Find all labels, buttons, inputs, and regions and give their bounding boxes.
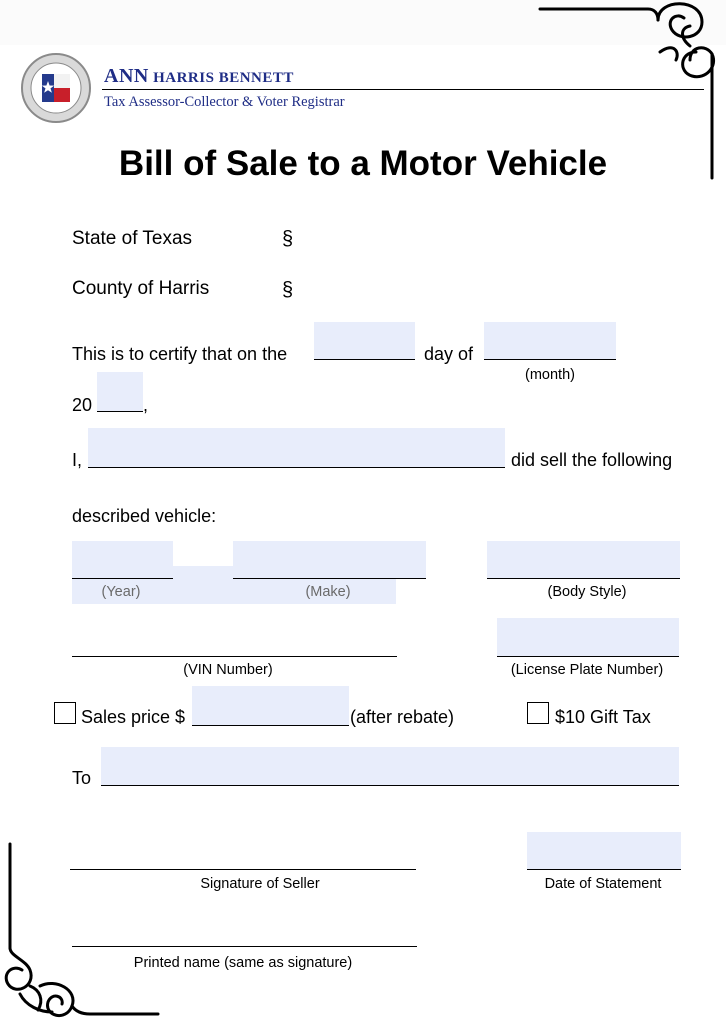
gift-tax-label: $10 Gift Tax xyxy=(555,707,651,727)
page-title: Bill of Sale to a Motor Vehicle xyxy=(118,144,608,183)
month-underline xyxy=(484,359,616,360)
after-rebate-label: (after rebate) xyxy=(350,707,455,727)
seller-signature-line xyxy=(70,869,416,870)
section-symbol: § xyxy=(282,279,294,301)
to-label: To xyxy=(72,768,92,788)
year-suffix: , xyxy=(143,395,149,415)
seller-suffix: did sell the following xyxy=(511,450,673,470)
year-underline xyxy=(97,411,143,412)
vin-caption: (VIN Number) xyxy=(183,662,273,678)
day-of-label: day of xyxy=(424,344,474,364)
harris-county-seal-icon xyxy=(20,52,92,124)
month-caption: (month) xyxy=(525,367,575,383)
date-underline xyxy=(527,869,681,870)
gift-tax-checkbox[interactable] xyxy=(527,702,549,724)
state-label: State of Texas xyxy=(72,228,193,249)
sales-price-input[interactable] xyxy=(192,686,349,726)
body-style-caption: (Body Style) xyxy=(547,584,627,600)
body-style-input[interactable] xyxy=(487,541,680,579)
year-caption: (Year) xyxy=(101,584,141,600)
day-input[interactable] xyxy=(314,322,415,360)
year-field-underline xyxy=(72,578,173,579)
certify-prefix: This is to certify that on the xyxy=(72,344,288,364)
county-label: County of Harris xyxy=(72,278,210,299)
org-subtitle: Tax Assessor-Collector & Voter Registrar xyxy=(104,94,345,110)
license-plate-caption: (License Plate Number) xyxy=(510,662,664,678)
buyer-underline xyxy=(101,785,679,786)
year-input[interactable] xyxy=(97,372,143,412)
make-caption: (Make) xyxy=(305,584,351,600)
seller-name-input[interactable] xyxy=(88,428,505,468)
year-prefix: 20 xyxy=(72,395,93,415)
license-plate-underline xyxy=(497,656,679,657)
seller-prefix: I, xyxy=(72,450,83,470)
license-plate-input[interactable] xyxy=(497,618,679,657)
header-rule xyxy=(102,89,704,90)
body-style-underline xyxy=(487,578,680,579)
sales-price-label: Sales price $ xyxy=(81,707,186,727)
printed-name-caption: Printed name (same as signature) xyxy=(133,955,353,971)
printed-name-line xyxy=(72,946,417,947)
vin-underline xyxy=(72,656,397,657)
sales-price-underline xyxy=(192,725,349,726)
bottom-left-flourish-icon xyxy=(0,840,170,1024)
described-vehicle-label: described vehicle: xyxy=(72,506,217,526)
sales-price-checkbox[interactable] xyxy=(54,702,76,724)
month-input[interactable] xyxy=(484,322,616,360)
date-of-statement-input[interactable] xyxy=(527,832,681,870)
seller-name-underline xyxy=(88,467,505,468)
section-symbol: § xyxy=(282,228,294,250)
buyer-input[interactable] xyxy=(101,747,679,786)
seller-signature-caption: Signature of Seller xyxy=(200,876,320,892)
date-caption: Date of Statement xyxy=(544,876,662,892)
make-field-underline xyxy=(233,578,426,579)
day-underline xyxy=(314,359,415,360)
org-name: ANN HARRIS BENNETT xyxy=(104,65,294,87)
